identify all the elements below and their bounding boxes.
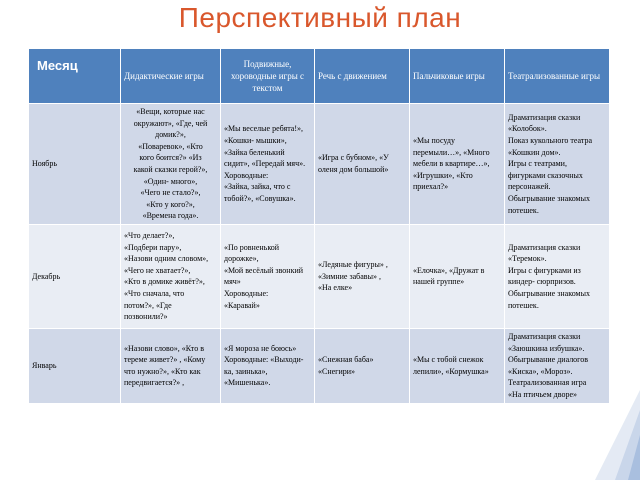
cell-theatre (505, 104, 610, 225)
table-row (29, 104, 610, 225)
cell-line: «Зайка беленький (224, 147, 285, 157)
cell-line: тобой?», «Совушка». (224, 193, 296, 203)
cell-line: кого боится?» «Из (139, 153, 202, 163)
cell-line: фигурками сказочных (508, 170, 583, 180)
cell-line: «Каравай» (224, 300, 260, 310)
cell-didactic (121, 104, 221, 225)
cell-line: «Зайка, зайка, что с (224, 182, 291, 192)
cell-line: «Кто у кого?», (146, 199, 195, 209)
cell-line: сидит», «Передай мяч». (224, 159, 306, 169)
cell-line: «Елочка», «Дружат в (413, 265, 485, 275)
cell-line: тереме живет?» , «Кому (124, 355, 206, 365)
cell-line: «Мой весёлый звонкий (224, 265, 304, 275)
cell-line: «Киска», «Мороз». (508, 366, 573, 376)
cell-mobile (221, 104, 315, 225)
cell-line: «Игрушки», «Кто (413, 170, 473, 180)
cell-line: «Колобок». (508, 124, 547, 134)
cell-line: «Кошки- мышки», (224, 135, 287, 145)
header-theatre: Театрализованные игры (505, 49, 610, 104)
cell-line: «Мишенька». (224, 378, 271, 388)
cell-mobile (221, 328, 315, 403)
cell-line: «Ледяные фигуры» , (318, 260, 388, 270)
header-speech: Речь с движением (315, 49, 410, 104)
cell-line: оленя дом большой» (318, 164, 389, 174)
cell-line: «На елке» (318, 283, 353, 293)
cell-line: нашей группе» (413, 277, 465, 287)
cell-line: «Игра с бубном», «У (318, 153, 389, 163)
cell-line: позвонили?» (124, 312, 168, 322)
cell-line: «Мы веселые ребята!», (224, 124, 303, 134)
header-month: Месяц (29, 49, 121, 104)
cell-line: лепили», «Кормушка» (413, 366, 489, 376)
cell-line: «Времена года». (142, 211, 199, 221)
cell-line: «Назови одним словом», (124, 254, 209, 264)
cell-line: «По ровненькой (224, 242, 280, 252)
table-header-row (29, 49, 610, 104)
cell-line: Театрализованная игра (508, 378, 587, 388)
cell-line: «Вещи, которые нас (136, 107, 205, 116)
cell-line: что нужно?», «Кто как (124, 366, 201, 376)
cell-line: киндер- сюрпризов. (508, 277, 576, 287)
cell-line: «Мы посуду (413, 135, 455, 145)
cell-line: мебели в квартире…», (413, 159, 490, 169)
cell-line: «Заюшкина избушка». (508, 343, 585, 353)
cell-line: «Чего не стало?», (140, 188, 201, 198)
table-row (29, 224, 610, 328)
cell-line: потешек. (508, 205, 539, 215)
cell-line: передвигается?» , (124, 378, 185, 388)
plan-table (28, 48, 610, 404)
cell-line: Обыгрывание знакомых (508, 289, 590, 299)
cell-speech (315, 104, 410, 225)
cell-speech (315, 328, 410, 403)
header-mobile: Подвижные, хороводные игры с текстом (221, 49, 315, 104)
cell-line: Драматизация сказки (508, 331, 581, 341)
cell-line: Хороводные: «Выходи- (224, 355, 304, 365)
cell-finger (410, 224, 505, 328)
cell-line: мяч» (224, 277, 241, 287)
cell-line: «Снегири» (318, 366, 356, 376)
cell-line: «Зимние забавы» , (318, 271, 381, 281)
header-didactic: Дидактические игры (121, 49, 221, 104)
cell-line: персонажей. (508, 182, 551, 192)
cell-line: «Снежная баба» (318, 355, 374, 365)
cell-line: «Мы с тобой снежок (413, 355, 484, 365)
cell-line: Драматизация сказки (508, 112, 581, 122)
corner-decoration (570, 390, 640, 480)
cell-line: «Кто в домике живёт?», (124, 277, 205, 287)
cell-month: Декабрь (29, 224, 121, 328)
slide-title: Перспективный план (178, 2, 462, 33)
cell-line: «Я мороза не боюсь» (224, 343, 297, 353)
cell-month: Январь (29, 328, 121, 403)
cell-line: приехал?» (413, 182, 449, 192)
header-finger: Пальчиковые игры (410, 49, 505, 104)
cell-line: «Поваревок», «Кто (138, 141, 203, 151)
cell-theatre (505, 224, 610, 328)
cell-line: «Что сначала, что (124, 289, 185, 299)
cell-speech (315, 224, 410, 328)
cell-line: Игры с театрами, (508, 159, 567, 169)
cell-line: ка, заинька», (224, 366, 268, 376)
cell-line: «На птичьем дворе» (508, 389, 578, 399)
cell-line: потом?», «Где (124, 300, 172, 310)
cell-line: «Назови слово», «Кто в (124, 343, 204, 353)
cell-line: Драматизация сказки (508, 242, 581, 252)
cell-finger (410, 104, 505, 225)
cell-line: окружают», «Где, чей (133, 118, 208, 128)
cell-line: Обыгрывание знакомых (508, 193, 590, 203)
cell-didactic (121, 224, 221, 328)
cell-line: «Теремок». (508, 254, 547, 264)
cell-line: Показ кукольного театра (508, 135, 593, 145)
cell-line: Обыгрывание диалогов (508, 355, 589, 365)
cell-line: потешек. (508, 300, 539, 310)
cell-line: «Кошкин дом». (508, 147, 561, 157)
cell-line: «Что делает?», (124, 231, 175, 241)
table-row (29, 328, 610, 403)
cell-line: дорожке», (224, 254, 259, 264)
cell-month: Ноябрь (29, 104, 121, 225)
cell-line: Хороводные: (224, 289, 269, 299)
cell-line: Игры с фигурками из (508, 265, 581, 275)
cell-line: «Один- много», (143, 176, 198, 186)
cell-finger (410, 328, 505, 403)
cell-line: перемыли…», «Много (413, 147, 490, 157)
cell-didactic (121, 328, 221, 403)
cell-line: «Чего не хватает?», (124, 265, 191, 275)
cell-line: какой сказки герой?», (133, 164, 208, 174)
cell-line: Хороводные: (224, 170, 269, 180)
cell-line: «Подбери пару», (124, 242, 182, 252)
cell-mobile (221, 224, 315, 328)
cell-line: домик?», (155, 130, 186, 140)
